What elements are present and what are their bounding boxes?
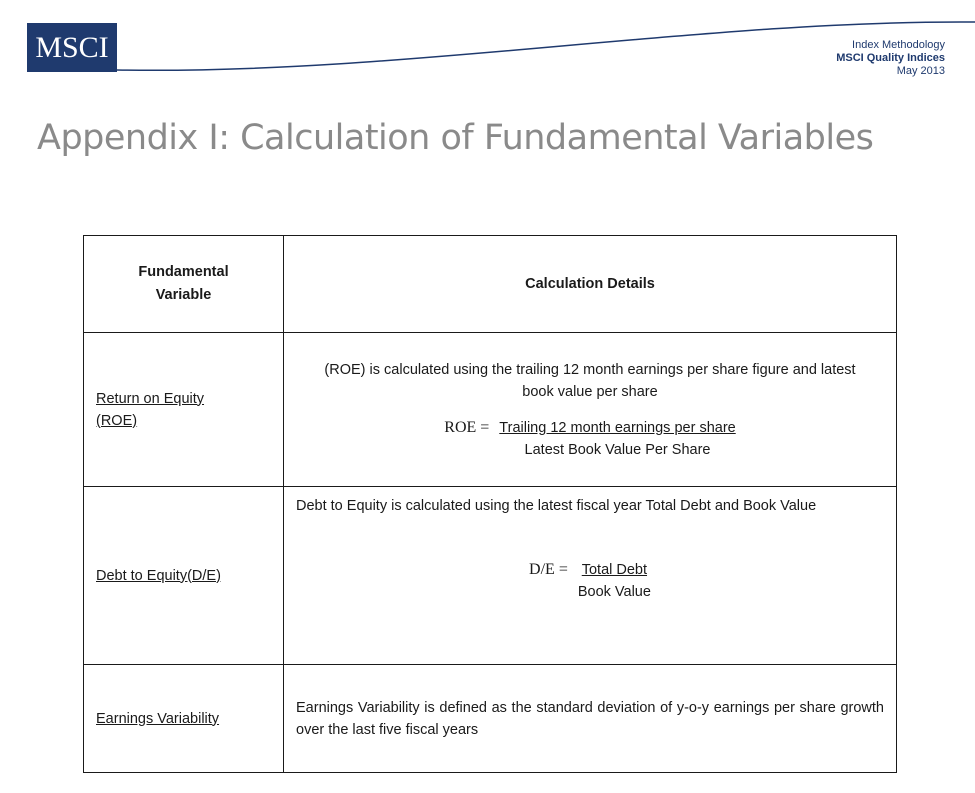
- header-line-date: May 2013: [896, 65, 945, 77]
- de-formula: [296, 559, 884, 603]
- earnings-variability-description: Earnings Variability is defined as the standard deviation of y-o-y earnings per share growth over the last five fiscal years: [296, 699, 884, 738]
- de-formula-lhs: D/E =: [529, 561, 568, 578]
- table-row: [84, 333, 897, 487]
- roe-description: (ROE) is calculated using the trailing 12 month earnings per share figure and latest book value per share: [324, 361, 856, 400]
- roe-formula-denominator: Latest Book Value Per Share: [524, 441, 711, 458]
- page-title: Appendix I: Calculation of Fundamental Variables: [37, 118, 874, 158]
- table-row: [84, 665, 897, 773]
- roe-formula-numerator: Trailing 12 month earnings per share: [499, 419, 736, 436]
- de-formula-numerator: Total Debt: [581, 562, 648, 578]
- calculation-details-roe: [284, 333, 897, 487]
- variable-name-roe: Return on Equity (ROE): [84, 333, 284, 487]
- fundamental-variables-table: [83, 235, 897, 773]
- table-row: [84, 487, 897, 665]
- header-line-index-name: MSCI Quality Indices: [836, 52, 945, 64]
- msci-logo: MSCI: [27, 23, 117, 72]
- variable-name-earnings-variability: Earnings Variability: [84, 665, 284, 773]
- calculation-details-de: [284, 487, 897, 665]
- header-fundamental-variable: Fundamental Variable: [84, 236, 284, 333]
- header-swoosh: [0, 0, 975, 80]
- header-calculation-details: Calculation Details: [284, 236, 897, 333]
- roe-formula-lhs: ROE =: [444, 418, 490, 436]
- de-description: Debt to Equity is calculated using the latest fiscal year Total Debt and Book Value: [296, 498, 817, 514]
- table-header-row: [84, 236, 897, 333]
- variable-name-de: Debt to Equity(D/E): [84, 487, 284, 665]
- de-formula-denominator: Book Value: [577, 584, 651, 600]
- header-line-methodology: Index Methodology: [852, 39, 945, 51]
- calculation-details-earnings-variability: [284, 665, 897, 773]
- document-header: [836, 39, 945, 78]
- roe-formula: [296, 417, 884, 461]
